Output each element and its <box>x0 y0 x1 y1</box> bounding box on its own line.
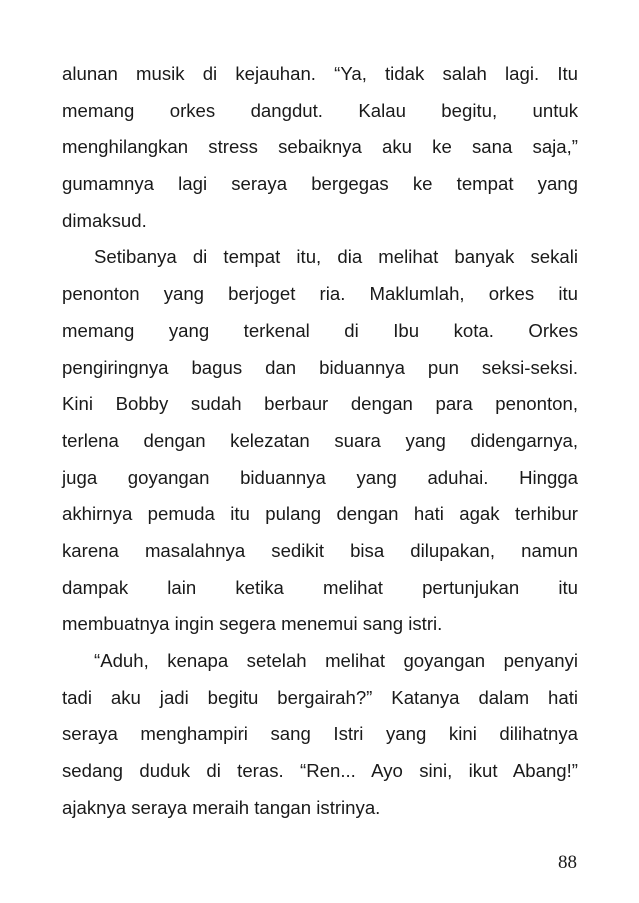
text-line: alunan musik di kejauhan. “Ya, tidak salah lagi. Itu <box>62 63 578 84</box>
text-line: memang orkes dangdut. Kalau begitu, untuk <box>62 99 578 121</box>
text-line: Kini Bobby sudah berbaur dengan para penonton, <box>62 393 578 415</box>
page-number: 88 <box>558 852 577 873</box>
text-line: dimaksud. <box>62 209 147 231</box>
text-line: karena masalahnya sedikit bisa dilupakan, namun <box>62 539 578 561</box>
text-line: sedang duduk di teras. “Ren... Ayo sini, ikut Abang!” <box>62 760 578 782</box>
text-line: seraya menghampiri sang Istri yang kini dilihatnya <box>62 723 578 745</box>
text-line: gumamnya lagi seraya bergegas ke tempat yang <box>62 173 578 195</box>
text-line: juga goyangan biduannya yang aduhai. Hingga <box>62 466 578 488</box>
text-line: tadi aku jadi begitu bergairah?” Katanya dalam hati <box>62 686 578 708</box>
text-line: menghilangkan stress sebaiknya aku ke sana saja,” <box>62 136 578 158</box>
text-line: ajaknya seraya meraih tangan istrinya. <box>62 796 381 818</box>
text-line: pengiringnya bagus dan biduannya pun seksi-seksi. <box>62 356 578 378</box>
text-line: memang yang terkenal di Ibu kota. Orkes <box>62 319 578 341</box>
text-line: membuatnya ingin segera menemui sang istri. <box>62 613 443 635</box>
text-line: Setibanya di tempat itu, dia melihat banyak sekali <box>94 246 578 268</box>
text-line: terlena dengan kelezatan suara yang didengarnya, <box>62 429 578 451</box>
text-line: dampak lain ketika melihat pertunjukan itu <box>62 576 578 598</box>
text-line: akhirnya pemuda itu pulang dengan hati agak terhibur <box>62 503 578 525</box>
text-line: penonton yang berjoget ria. Maklumlah, orkes itu <box>62 283 578 305</box>
page-body <box>62 56 578 826</box>
text-line: “Aduh, kenapa setelah melihat goyangan penyanyi <box>94 650 578 671</box>
